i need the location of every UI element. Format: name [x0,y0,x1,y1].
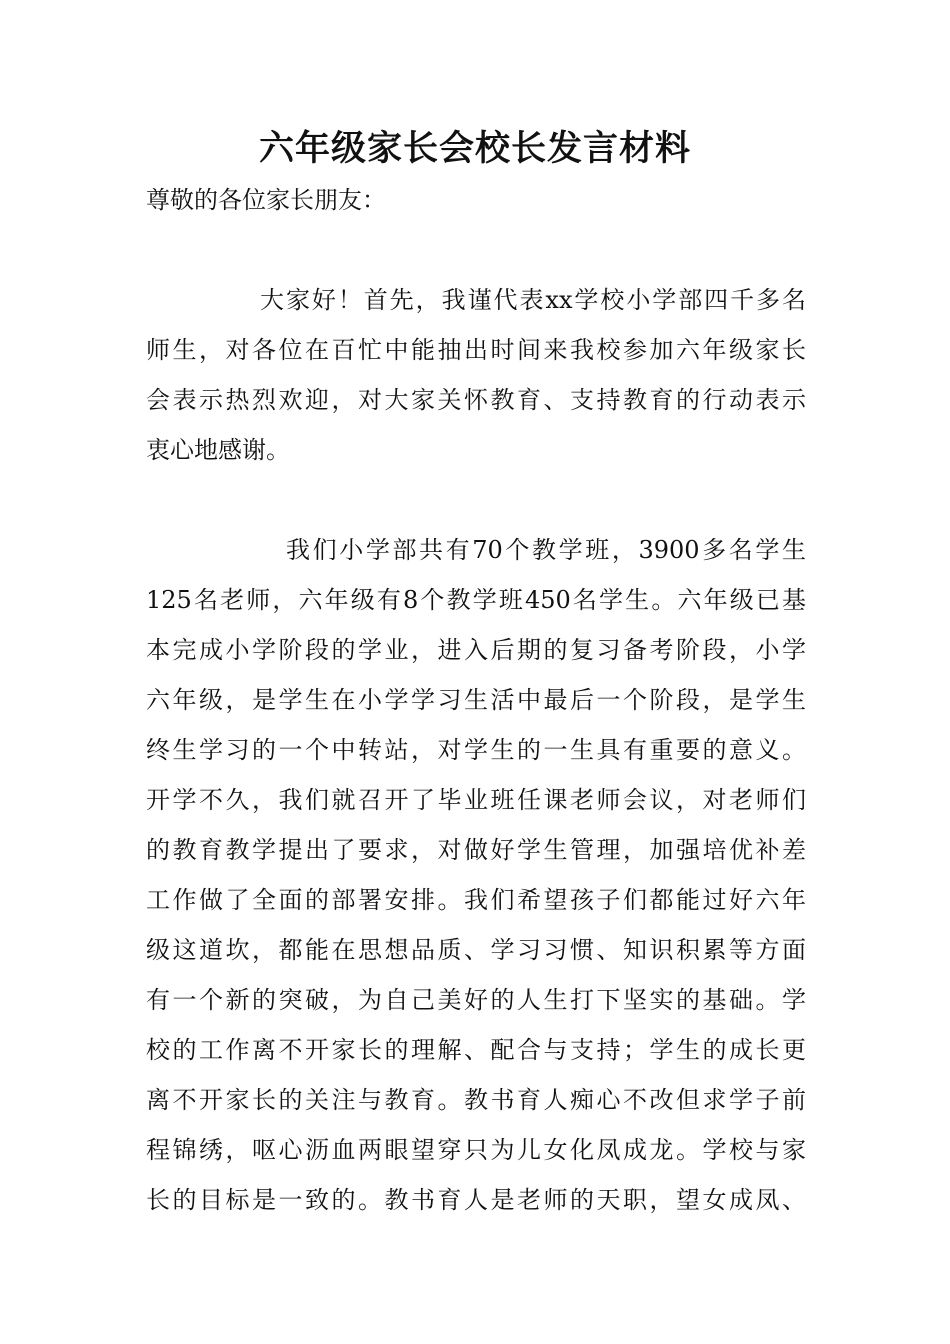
paragraph2-line: 终生学习的一个中转站，对学生的一生具有重要的意义。 [146,736,806,764]
paragraph1-line: 衷心地感谢。 [146,436,290,464]
paragraph2-line: 六年级，是学生在小学学习生活中最后一个阶段，是学生 [146,686,806,714]
document-title: 六年级家长会校长发言材料 [258,128,691,169]
paragraph2-line: 长的目标是一致的。教书育人是老师的天职，望女成凤、 [146,1186,806,1214]
paragraph2-line: 开学不久，我们就召开了毕业班任课老师会议，对老师们 [146,786,806,814]
greeting: 尊敬的各位家长朋友： [146,186,386,214]
paragraph2-line: 离不开家长的关注与教育。教书育人痴心不改但求学子前 [146,1086,806,1114]
paragraph2-line: 有一个新的突破，为自己美好的人生打下坚实的基础。学 [146,986,806,1014]
paragraph2-line: 工作做了全面的部署安排。我们希望孩子们都能过好六年 [146,886,806,914]
paragraph2-line: 校的工作离不开家长的理解、配合与支持；学生的成长更 [146,1036,806,1064]
paragraph2-line: 程锦绣，呕心沥血两眼望穿只为儿女化凤成龙。学校与家 [146,1136,806,1164]
paragraph2-line: 本完成小学阶段的学业，进入后期的复习备考阶段，小学 [146,636,806,664]
paragraph1-line: 大家好！首先，我谨代表xx学校小学部四千多名 [260,286,806,314]
paragraph2-line: 的教育教学提出了要求，对做好学生管理，加强培优补差 [146,836,806,864]
paragraph2-line: 我们小学部共有70个教学班，3900多名学生 [286,536,806,564]
paragraph1-line: 师生，对各位在百忙中能抽出时间来我校参加六年级家长 [146,336,806,364]
paragraph2-line: 125名老师，六年级有8个教学班450名学生。六年级已基 [146,586,806,614]
paragraph2-line: 级这道坎，都能在思想品质、学习习惯、知识积累等方面 [146,936,806,964]
paragraph1-line: 会表示热烈欢迎，对大家关怀教育、支持教育的行动表示 [146,386,806,414]
